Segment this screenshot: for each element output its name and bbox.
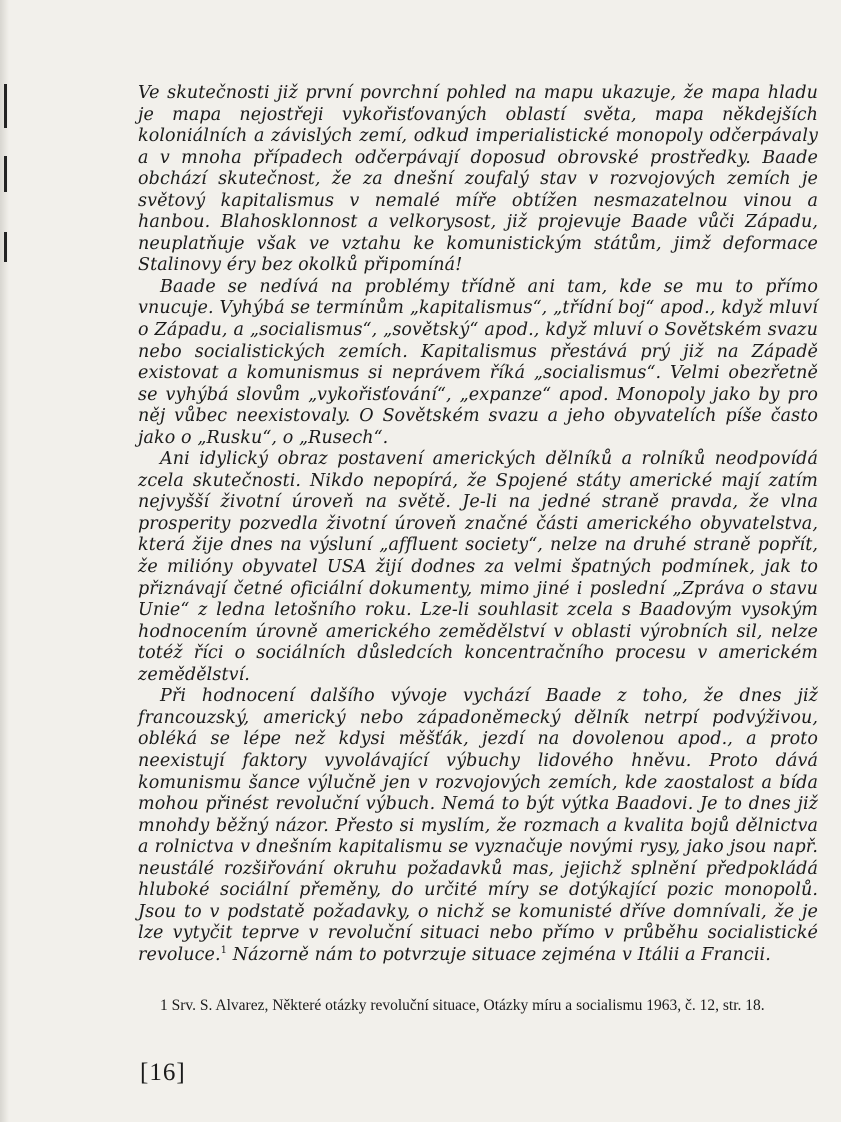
footnote xyxy=(138,994,818,1017)
binding-mark xyxy=(4,84,7,128)
footnote-reference: 1 xyxy=(220,945,228,957)
paragraph xyxy=(138,686,818,966)
paragraph-text-end: Názorně nám to potvrzuje situace zejména v Itálii a Francii. xyxy=(227,944,771,965)
body-text xyxy=(138,83,818,966)
page-number: [16] xyxy=(140,1059,186,1086)
binding-mark xyxy=(4,232,7,262)
paragraph-text: Při hodnocení dalšího vývoje vychází Baade z toho, že dnes již francouzský, americký nebo západoněmecký dělník netrpí podvýživou, obléká se lépe než kdysi měšťák, jezdí na dovolenou apod., a proto neexistují faktory vyvolávající výbuchy lidového hněvu. Proto dává komunismu šance výlučně jen v rozvojových zemích, kde zaostalost a bída mohou přinést revoluční výbuch. Nemá to být výtka Baadovi. Je to dnes již mnohdy běžný názor. Přesto si myslím, že rozmach a kvalita bojů dělnictva a rolnictva v dnešním kapitalismu se vyznačuje novými rysy, jako jsou např. neustálé rozšiřování okruhu požadavků mas, jejichž splnění předpokládá hluboké sociální přeměny, do určité míry se dotýkající pozic monopolů. Jsou to v podstatě požadavky, o nichž se komunisté dříve domnívali, že je lze vytyčit teprve v revoluční situaci nebo přímo v průběhu socialistické revoluce. xyxy=(138,686,818,965)
footnote-text: Srv. S. Alvarez, Některé otázky revoluční situace, Otázky míru a socialismu 1963, č. 12, str. 18. xyxy=(171,997,765,1014)
paragraph: Ve skutečnosti již první povrchní pohled na mapu ukazuje, že mapa hladu je mapa nejostřeji vykořisťovaných oblastí světa, mapa někdejších koloniálních a závislých zemí, odkud imperialistické monopoly odčerpávaly a v mnoha případech odčerpávají doposud obrovské prostředky. Baade obchází skutečnost, že za dnešní zoufalý stav v rozvojových zemích je světový kapitalismus v nemalé míře obtížen nesmazatelnou vinou a hanbou. Blahosklonnost a velkorysost, již projevuje Baade vůči Západu, neuplatňuje však ve vztahu ke komunistickým státům, jimž deformace Stalinovy éry bez okolků připomíná! xyxy=(138,83,818,276)
binding-mark xyxy=(4,156,7,192)
paragraph: Baade se nedívá na problémy třídně ani tam, kde se mu to přímo vnucuje. Vyhýbá se termínům „kapitalismus“, „třídní boj“ apod., když mluví o Západu, a „socialismus“, „sovětský“ apod., když mluví o Sovětském svazu nebo socialistických zemích. Kapitalismus přestává prý již na Západě existovat a komunismus si neprávem říká „socialismus“. Velmi obezřetně se vyhýbá slovům „vykořisťování“, „expanze“ apod. Monopoly jako by pro něj vůbec neexistovaly. O Sovětském svazu a jeho obyvatelích píše často jako o „Rusku“, o „Rusech“. xyxy=(138,276,818,448)
footnote-marker: 1 xyxy=(160,997,168,1014)
paragraph: Ani idylický obraz postavení amerických dělníků a rolníků neodpovídá zcela skutečnosti. Nikdo nepopírá, že Spojené státy americké mají zatím nejvyšší životní úroveň na světě. Je-li na jedné straně pravda, že vlna prosperity pozvedla životní úroveň značné části amerického obyvatelstva, která žije dnes na výsluní „affluent society“, nelze na druhé straně popřít, že milióny obyvatel USA žijí dodnes za velmi špatných podmínek, jak to přiznávají četné oficiální dokumenty, mimo jiné i poslední „Zpráva o stavu Unie“ z ledna letošního roku. Lze-li souhlasit zcela s Baadovým vysokým hodnocením úrovně amerického zemědělství v oblasti výrobních sil, nelze totéž říci o sociálních důsledcích koncentračního procesu v americkém zemědělství. xyxy=(138,449,818,685)
